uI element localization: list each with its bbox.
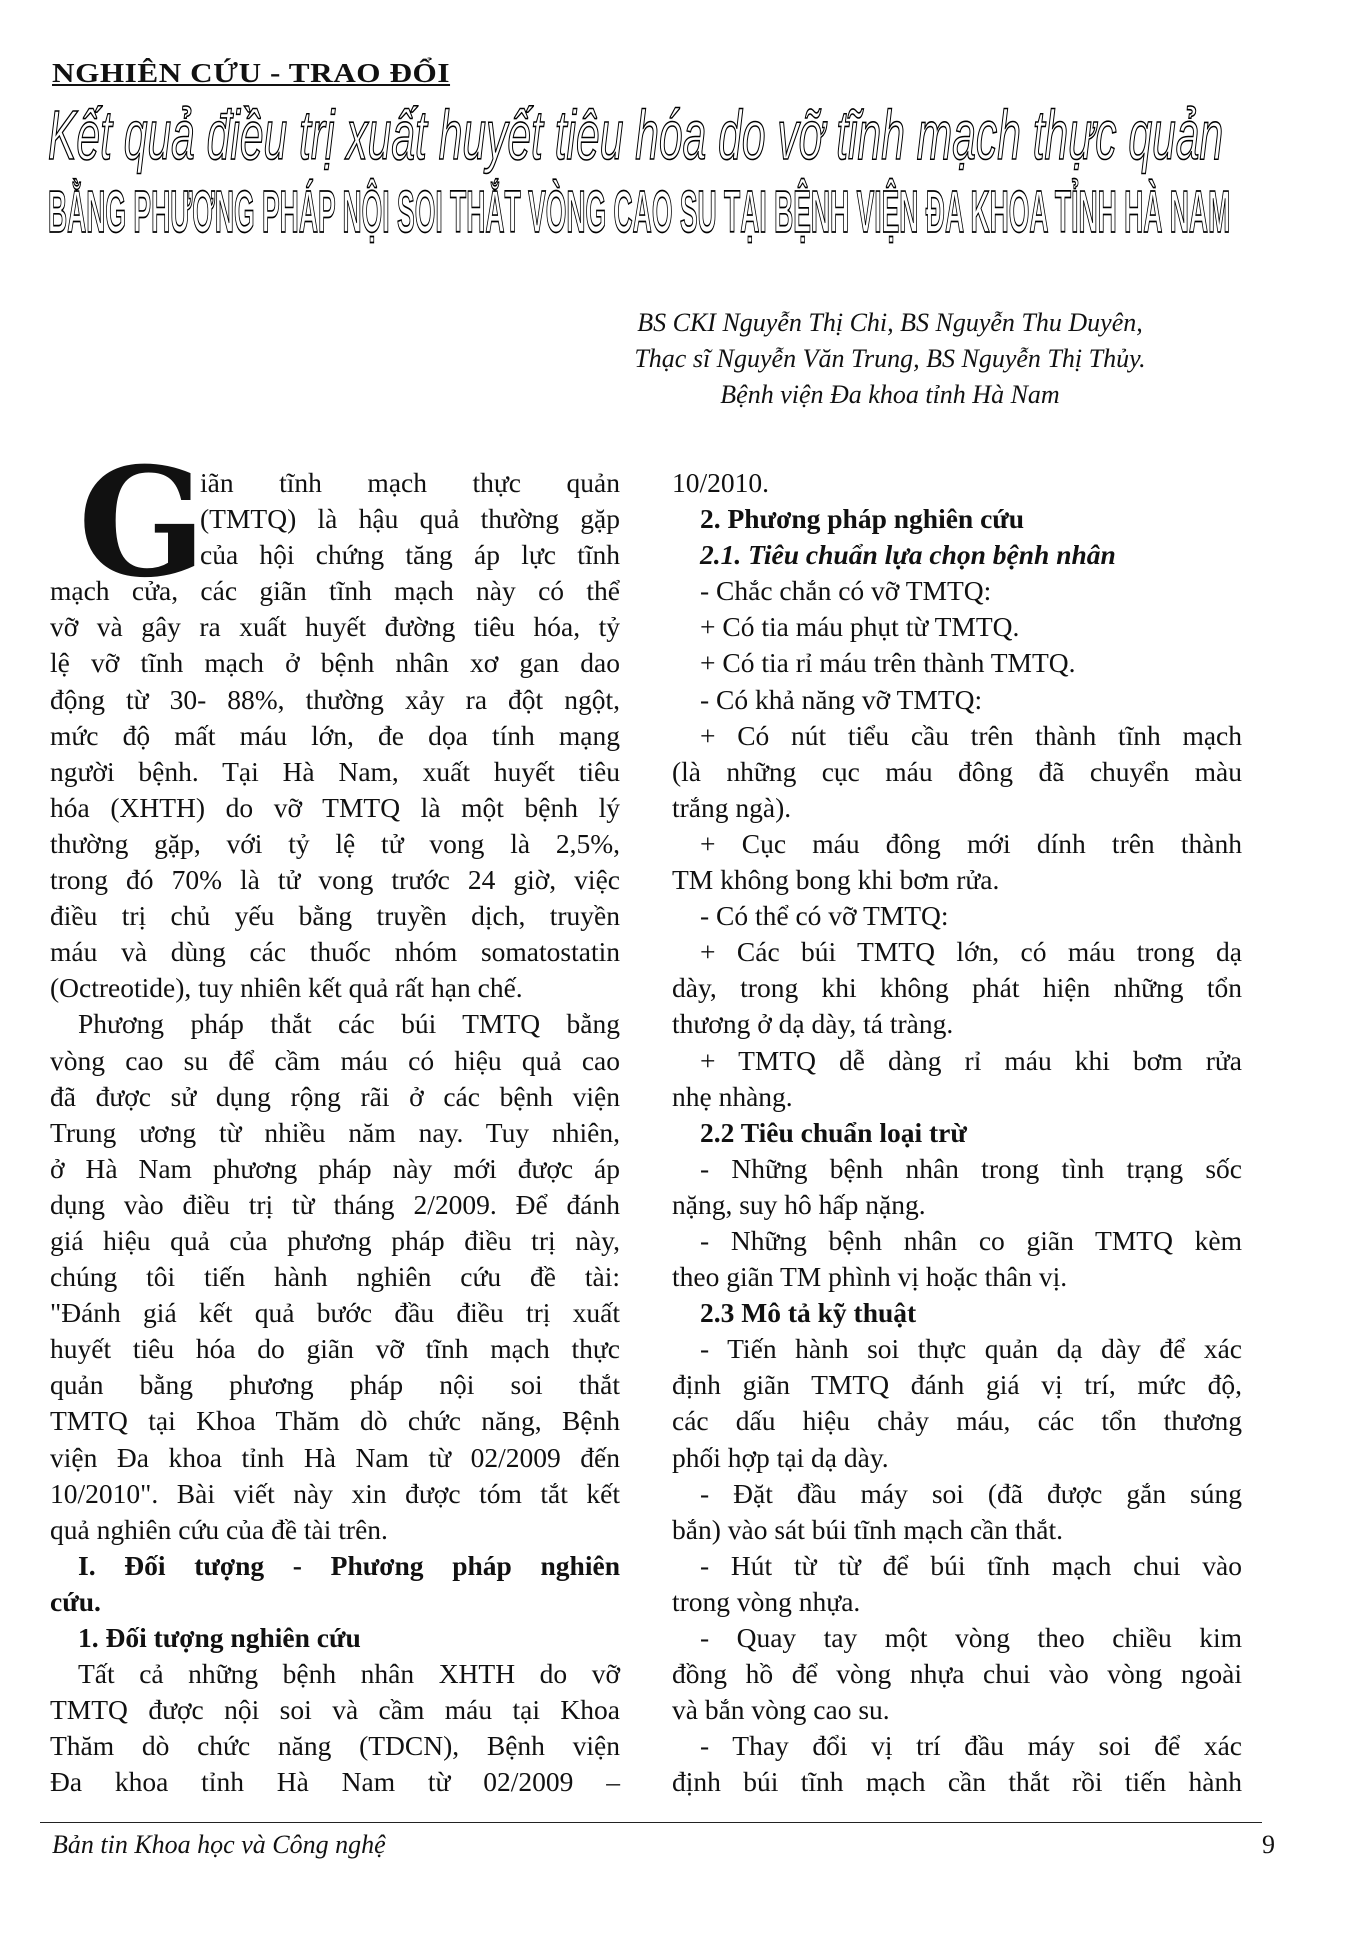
paragraph <box>672 934 1242 1042</box>
text-line: + Có tia rỉ máu trên thành TMTQ. <box>700 647 1076 679</box>
paragraph <box>672 609 1242 645</box>
text-line: - Có thể có vỡ TMTQ: <box>700 900 949 932</box>
text-line: định giãn TMTQ đánh giá vị trí, mức độ, <box>672 1369 1242 1401</box>
paragraph <box>672 1620 1242 1728</box>
text-line: người bệnh. Tại Hà Nam, xuất huyết tiêu <box>50 755 620 787</box>
text-line: - Những bệnh nhân trong tình trạng sốc <box>700 1152 1242 1184</box>
text-line: Thăm dò chức năng (TDCN), Bệnh viện <box>50 1730 620 1762</box>
text-line: ở Hà Nam phương pháp này mới được áp <box>50 1152 620 1184</box>
text-line: dày, trong khi không phát hiện những tổn <box>672 972 1242 1004</box>
text-line: - Tiến hành soi thực quản dạ dày để xác <box>700 1333 1242 1365</box>
left-column <box>50 465 620 1800</box>
drop-cap: G <box>78 435 207 611</box>
section-label: NGHIÊN CỨU - TRAO ĐỔI <box>52 58 451 88</box>
text-line: iãn tĩnh mạch thực quản <box>200 467 620 498</box>
paragraph <box>672 1151 1242 1223</box>
text-line: thường gặp, với tỷ lệ tử vong là 2,5%, <box>50 827 620 859</box>
text-line: và bắn vòng cao su. <box>672 1694 890 1726</box>
section-heading <box>672 501 1242 537</box>
section-heading <box>50 1548 620 1620</box>
text-line: giá hiệu quả của phương pháp điều trị này, <box>50 1224 620 1256</box>
text-line: mức độ mất máu lớn, đe dọa tính mạng <box>50 719 620 751</box>
text-line: trong đó 70% là tử vong trước 24 giờ, việc <box>50 864 620 896</box>
text-line: điều trị chủ yếu bằng truyền dịch, truyền <box>50 900 620 932</box>
text-line: quản bằng phương pháp nội soi thắt <box>50 1369 620 1401</box>
text-line: máu và dùng các thuốc nhóm somatostatin <box>50 936 620 968</box>
paragraph <box>672 645 1242 681</box>
text-line: 2.3 Mô tả kỹ thuật <box>700 1297 917 1329</box>
text-line: - Quay tay một vòng theo chiều kim <box>700 1622 1242 1653</box>
text-line: + Cục máu đông mới dính trên thành <box>700 827 1242 859</box>
text-line: + Có nút tiểu cầu trên thành tĩnh mạch <box>700 719 1242 751</box>
text-line: của hội chứng tăng áp lực tĩnh <box>200 539 620 571</box>
text-line: I. Đối tượng - Phương pháp nghiên <box>78 1549 620 1581</box>
text-line: bắn) vào sát búi tĩnh mạch cần thắt. <box>672 1513 1063 1545</box>
section-heading <box>672 1295 1242 1331</box>
text-line: Tất cả những bệnh nhân XHTH do vỡ <box>78 1658 620 1690</box>
text-line: + Các búi TMTQ lớn, có máu trong dạ <box>700 936 1242 968</box>
footer-divider <box>40 1822 1262 1823</box>
paragraph <box>672 1043 1242 1115</box>
text-line: Phương pháp thắt các búi TMTQ bằng <box>78 1008 620 1040</box>
text-line: quả nghiên cứu của đề tài trên. <box>50 1513 388 1545</box>
text-line: + Có tia máu phụt từ TMTQ. <box>700 611 1020 643</box>
text-line: trong vòng nhựa. <box>672 1585 861 1617</box>
text-line: mạch cửa, các giãn tĩnh mạch này có thể <box>50 575 620 607</box>
paragraph <box>672 898 1242 934</box>
paragraph <box>672 1548 1242 1620</box>
section-heading <box>50 1620 620 1656</box>
text-line: - Chắc chắn có vỡ TMTQ: <box>700 575 992 607</box>
text-line: chúng tôi tiến hành nghiên cứu đề tài: <box>50 1261 620 1293</box>
text-line: - Những bệnh nhân co giãn TMTQ kèm <box>700 1224 1242 1256</box>
affiliation: Bệnh viện Đa khoa tỉnh Hà Nam <box>720 380 1060 409</box>
text-line: 2. Phương pháp nghiên cứu <box>700 503 1025 535</box>
text-line: định búi tĩnh mạch cần thắt rồi tiến hành <box>672 1766 1242 1798</box>
paragraph <box>672 718 1242 826</box>
text-line: - Đặt đầu máy soi (đã được gắn súng <box>700 1477 1242 1509</box>
authors-line: BS CKI Nguyễn Thị Chi, BS Nguyễn Thu Duyên, <box>637 308 1143 337</box>
text-line: trắng ngà). <box>672 791 792 823</box>
text-line: phối hợp tại dạ dày. <box>672 1441 889 1473</box>
text-line: theo giãn TM phình vị hoặc thân vị. <box>672 1261 1068 1293</box>
text-line: 1. Đối tượng nghiên cứu <box>78 1622 361 1653</box>
text-line: vòng cao su để cầm máu có hiệu quả cao <box>50 1044 620 1076</box>
text-line: + TMTQ dễ dàng rỉ máu khi bơm rửa <box>700 1044 1242 1076</box>
text-line: 10/2010. <box>672 467 770 498</box>
text-line: "Đánh giá kết quả bước đầu điều trị xuất <box>50 1297 620 1329</box>
text-line: (TMTQ) là hậu quả thường gặp <box>200 503 620 535</box>
text-line: (là những cục máu đông đã chuyển màu <box>672 755 1242 787</box>
text-line: TM không bong khi bơm rửa. <box>672 864 1000 896</box>
page-number: 9 <box>1262 1830 1275 1859</box>
paragraph <box>672 465 1242 501</box>
text-line: thương ở dạ dày, tá tràng. <box>672 1008 954 1040</box>
text-line: vỡ và gây ra xuất huyết đường tiêu hóa, tỷ <box>50 611 620 643</box>
text-line: đồng hồ để vòng nhựa chui vào vòng ngoài <box>672 1658 1242 1690</box>
text-line: nhẹ nhàng. <box>672 1080 793 1112</box>
text-line: viện Đa khoa tỉnh Hà Nam từ 02/2009 đến <box>50 1441 620 1473</box>
text-line: 10/2010". Bài viết này xin được tóm tắt kết <box>50 1477 620 1509</box>
text-line: động từ 30- 88%, thường xảy ra đột ngột, <box>50 683 620 715</box>
paragraph <box>50 1006 620 1547</box>
text-line: 2.1. Tiêu chuẩn lựa chọn bệnh nhân <box>700 539 1116 571</box>
subsection-heading <box>672 537 1242 573</box>
paragraph <box>672 682 1242 718</box>
paragraph <box>672 573 1242 609</box>
text-line: TMTQ được nội soi và cầm máu tại Khoa <box>50 1694 620 1726</box>
footer-publication: Bản tin Khoa học và Công nghệ <box>52 1830 386 1859</box>
text-line: - Hút từ từ để búi tĩnh mạch chui vào <box>700 1549 1242 1581</box>
paragraph <box>672 1728 1242 1800</box>
paragraph <box>50 1656 620 1800</box>
text-line: lệ vỡ tĩnh mạch ở bệnh nhân xơ gan dao <box>50 647 620 679</box>
section-heading <box>672 1115 1242 1151</box>
paragraph <box>672 1476 1242 1548</box>
article-title-line-2: BẰNG PHƯƠNG PHÁP NỘI SOI THẮT VÒNG CAO SU TẠI BỆNH VIỆN ĐA KHOA TỈNH HÀ NAM <box>48 178 1231 245</box>
text-line: cứu. <box>50 1585 101 1617</box>
text-line: TMTQ tại Khoa Thăm dò chức năng, Bệnh <box>50 1405 620 1437</box>
authors-line: Thạc sĩ Nguyễn Văn Trung, BS Nguyễn Thị Thủy. <box>634 344 1146 373</box>
text-line: Trung ương từ nhiều năm nay. Tuy nhiên, <box>50 1116 620 1148</box>
paragraph <box>672 1331 1242 1475</box>
text-line: hóa (XHTH) do vỡ TMTQ là một bệnh lý <box>50 791 620 823</box>
text-line: nặng, suy hô hấp nặng. <box>672 1188 926 1220</box>
text-line: Đa khoa tỉnh Hà Nam từ 02/2009 – <box>50 1766 620 1798</box>
text-line: 2.2 Tiêu chuẩn loại trừ <box>700 1116 967 1148</box>
text-line: đã được sử dụng rộng rãi ở các bệnh viện <box>50 1080 620 1112</box>
text-line: - Có khả năng vỡ TMTQ: <box>700 683 983 715</box>
text-line: (Octreotide), tuy nhiên kết quả rất hạn chế. <box>50 972 523 1004</box>
paragraph <box>50 465 620 1006</box>
text-line: các dấu hiệu chảy máu, các tổn thương <box>672 1405 1242 1437</box>
paragraph <box>672 1223 1242 1295</box>
text-line: dụng vào điều trị từ tháng 2/2009. Để đánh <box>50 1188 620 1220</box>
article-title-line-1: Kết quả điều trị xuất huyết tiêu hóa do vỡ tĩnh mạch thực quản <box>48 96 1224 174</box>
text-line: huyết tiêu hóa do giãn vỡ tĩnh mạch thực <box>50 1333 620 1365</box>
paragraph <box>672 826 1242 898</box>
text-line: - Thay đổi vị trí đầu máy soi để xác <box>700 1730 1242 1762</box>
right-column <box>672 465 1242 1800</box>
author-block <box>560 305 1220 413</box>
